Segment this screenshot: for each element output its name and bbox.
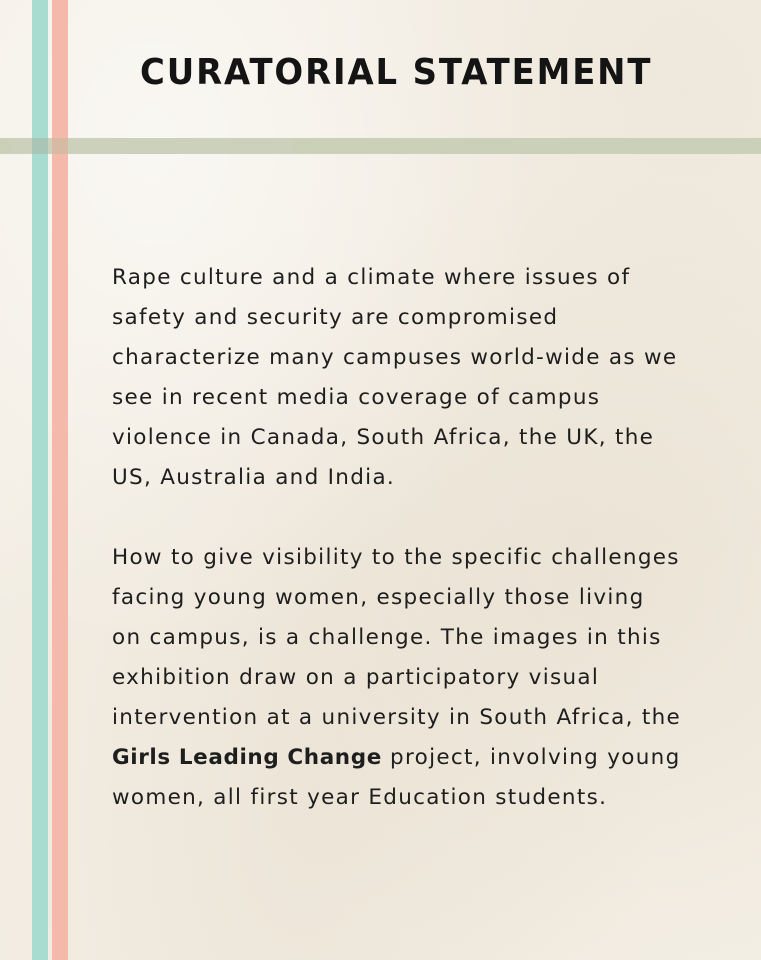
page-title: CURATORIAL STATEMENT [140, 52, 653, 93]
text-line: safety and security are compromised [112, 305, 559, 330]
paragraph-2 [112, 538, 732, 818]
project-line [112, 738, 732, 778]
project-name: Girls Leading Change [112, 745, 382, 770]
text-line: see in recent media coverage of campus [112, 385, 601, 410]
project-line-rest: project, involving young [381, 745, 681, 770]
text-line: Rape culture and a climate where issues of [112, 265, 631, 290]
text-line: violence in Canada, South Africa, the UK, the [112, 425, 655, 450]
stripe-band-overlap-pink [52, 138, 68, 154]
text-line: US, Australia and India. [112, 465, 396, 490]
statement-body [112, 258, 732, 858]
text-line: exhibition draw on a participatory visual [112, 665, 600, 690]
text-line: facing young women, especially those living [112, 585, 645, 610]
text-line: characterize many campuses world-wide as we [112, 345, 678, 370]
text-line: intervention at a university in South Africa, the [112, 705, 682, 730]
text-line: on campus, is a challenge. The images in this [112, 625, 662, 650]
text-line: How to give visibility to the specific challenges [112, 545, 680, 570]
horizontal-divider-band [0, 138, 761, 154]
stripe-band-overlap-teal [32, 138, 48, 154]
text-line: women, all first year Education students. [112, 785, 608, 810]
paragraph-1 [112, 258, 732, 498]
